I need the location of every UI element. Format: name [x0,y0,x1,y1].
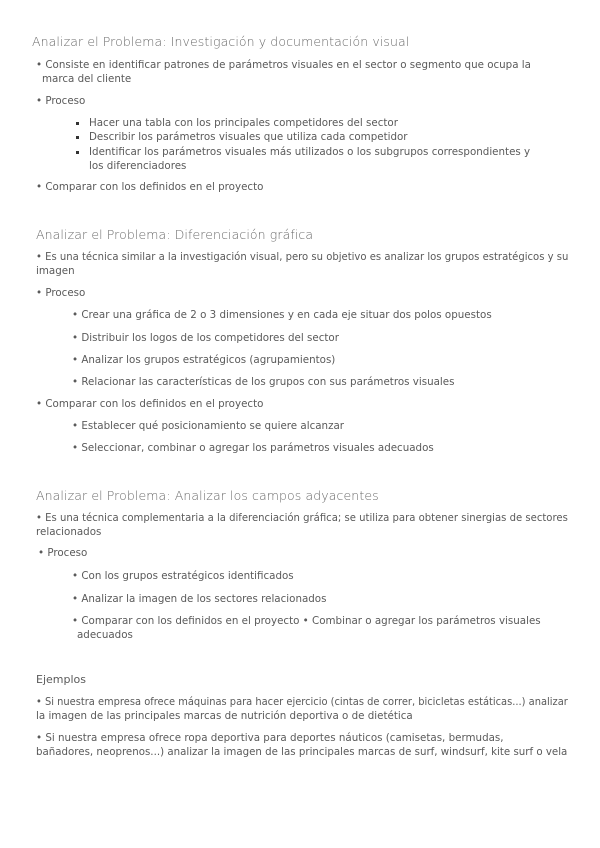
list-item: • Analizar los grupos estratégicos (agrupamientos) [72,354,336,366]
example-line: • Si nuestra empresa ofrece ropa deportiva para deportes náuticos (camisetas, bermudas, [36,732,504,744]
list-item: • Con los grupos estratégicos identificados [72,570,294,582]
intro-line: marca del cliente [42,73,132,85]
example-line: la imagen de las principales marcas de nutrición deportiva o de dietética [36,710,413,722]
list-item: • Crear una gráfica de 2 o 3 dimensiones y en cada eje situar dos polos opuestos [72,309,492,321]
comparar-label: • Comparar con los definidos en el proyecto [36,398,264,410]
list-item: Hacer una tabla con los principales competidores del sector [76,116,398,131]
proceso-label: • Proceso [36,287,86,299]
section-heading: Analizar el Problema: Investigación y documentación visual [32,34,410,49]
list-item-continuation: los diferenciadores [89,160,187,172]
list-item-continuation: adecuados [77,629,133,641]
intro-line: relacionados [36,526,102,538]
intro-line: • Es una técnica complementaria a la diferenciación gráfica; se utiliza para obtener sinergias de sectores [36,512,568,524]
list-item: • Relacionar las características de los grupos con sus parámetros visuales [72,376,455,388]
intro-line: imagen [36,265,75,277]
list-item: • Seleccionar, combinar o agregar los parámetros visuales adecuados [72,442,434,454]
intro-line: • Es una técnica similar a la investigación visual, pero su objetivo es analizar los grupos estratégicos y su [36,251,569,263]
example-line: • Si nuestra empresa ofrece máquinas para hacer ejercicio (cintas de correr, bicicletas estáticas...) analizar [36,696,568,708]
list-item: • Distribuir los logos de los competidores del sector [72,332,339,344]
proceso-label: • Proceso [36,95,86,107]
comparar-label: • Comparar con los definidos en el proyecto [36,181,264,193]
list-item: • Establecer qué posicionamiento se quiere alcanzar [72,420,345,432]
list-item: Identificar los parámetros visuales más utilizados o los subgrupos correspondientes y [76,145,530,160]
examples-heading: Ejemplos [36,673,86,686]
proceso-label: • Proceso [38,547,88,559]
section-heading: Analizar el Problema: Analizar los campos adyacentes [36,488,379,503]
list-item: • Comparar con los definidos en el proyecto • Combinar o agregar los parámetros visuales [72,615,541,627]
intro-line: • Consiste en identificar patrones de parámetros visuales en el sector o segmento que ocupa la [36,59,531,71]
example-line: bañadores, neoprenos...) analizar la imagen de las principales marcas de surf, windsurf, kite surf o vela [36,746,568,758]
section-heading: Analizar el Problema: Diferenciación gráfica [36,227,314,242]
list-item: • Analizar la imagen de los sectores relacionados [72,593,327,605]
list-item: Describir los parámetros visuales que utiliza cada competidor [76,130,408,145]
